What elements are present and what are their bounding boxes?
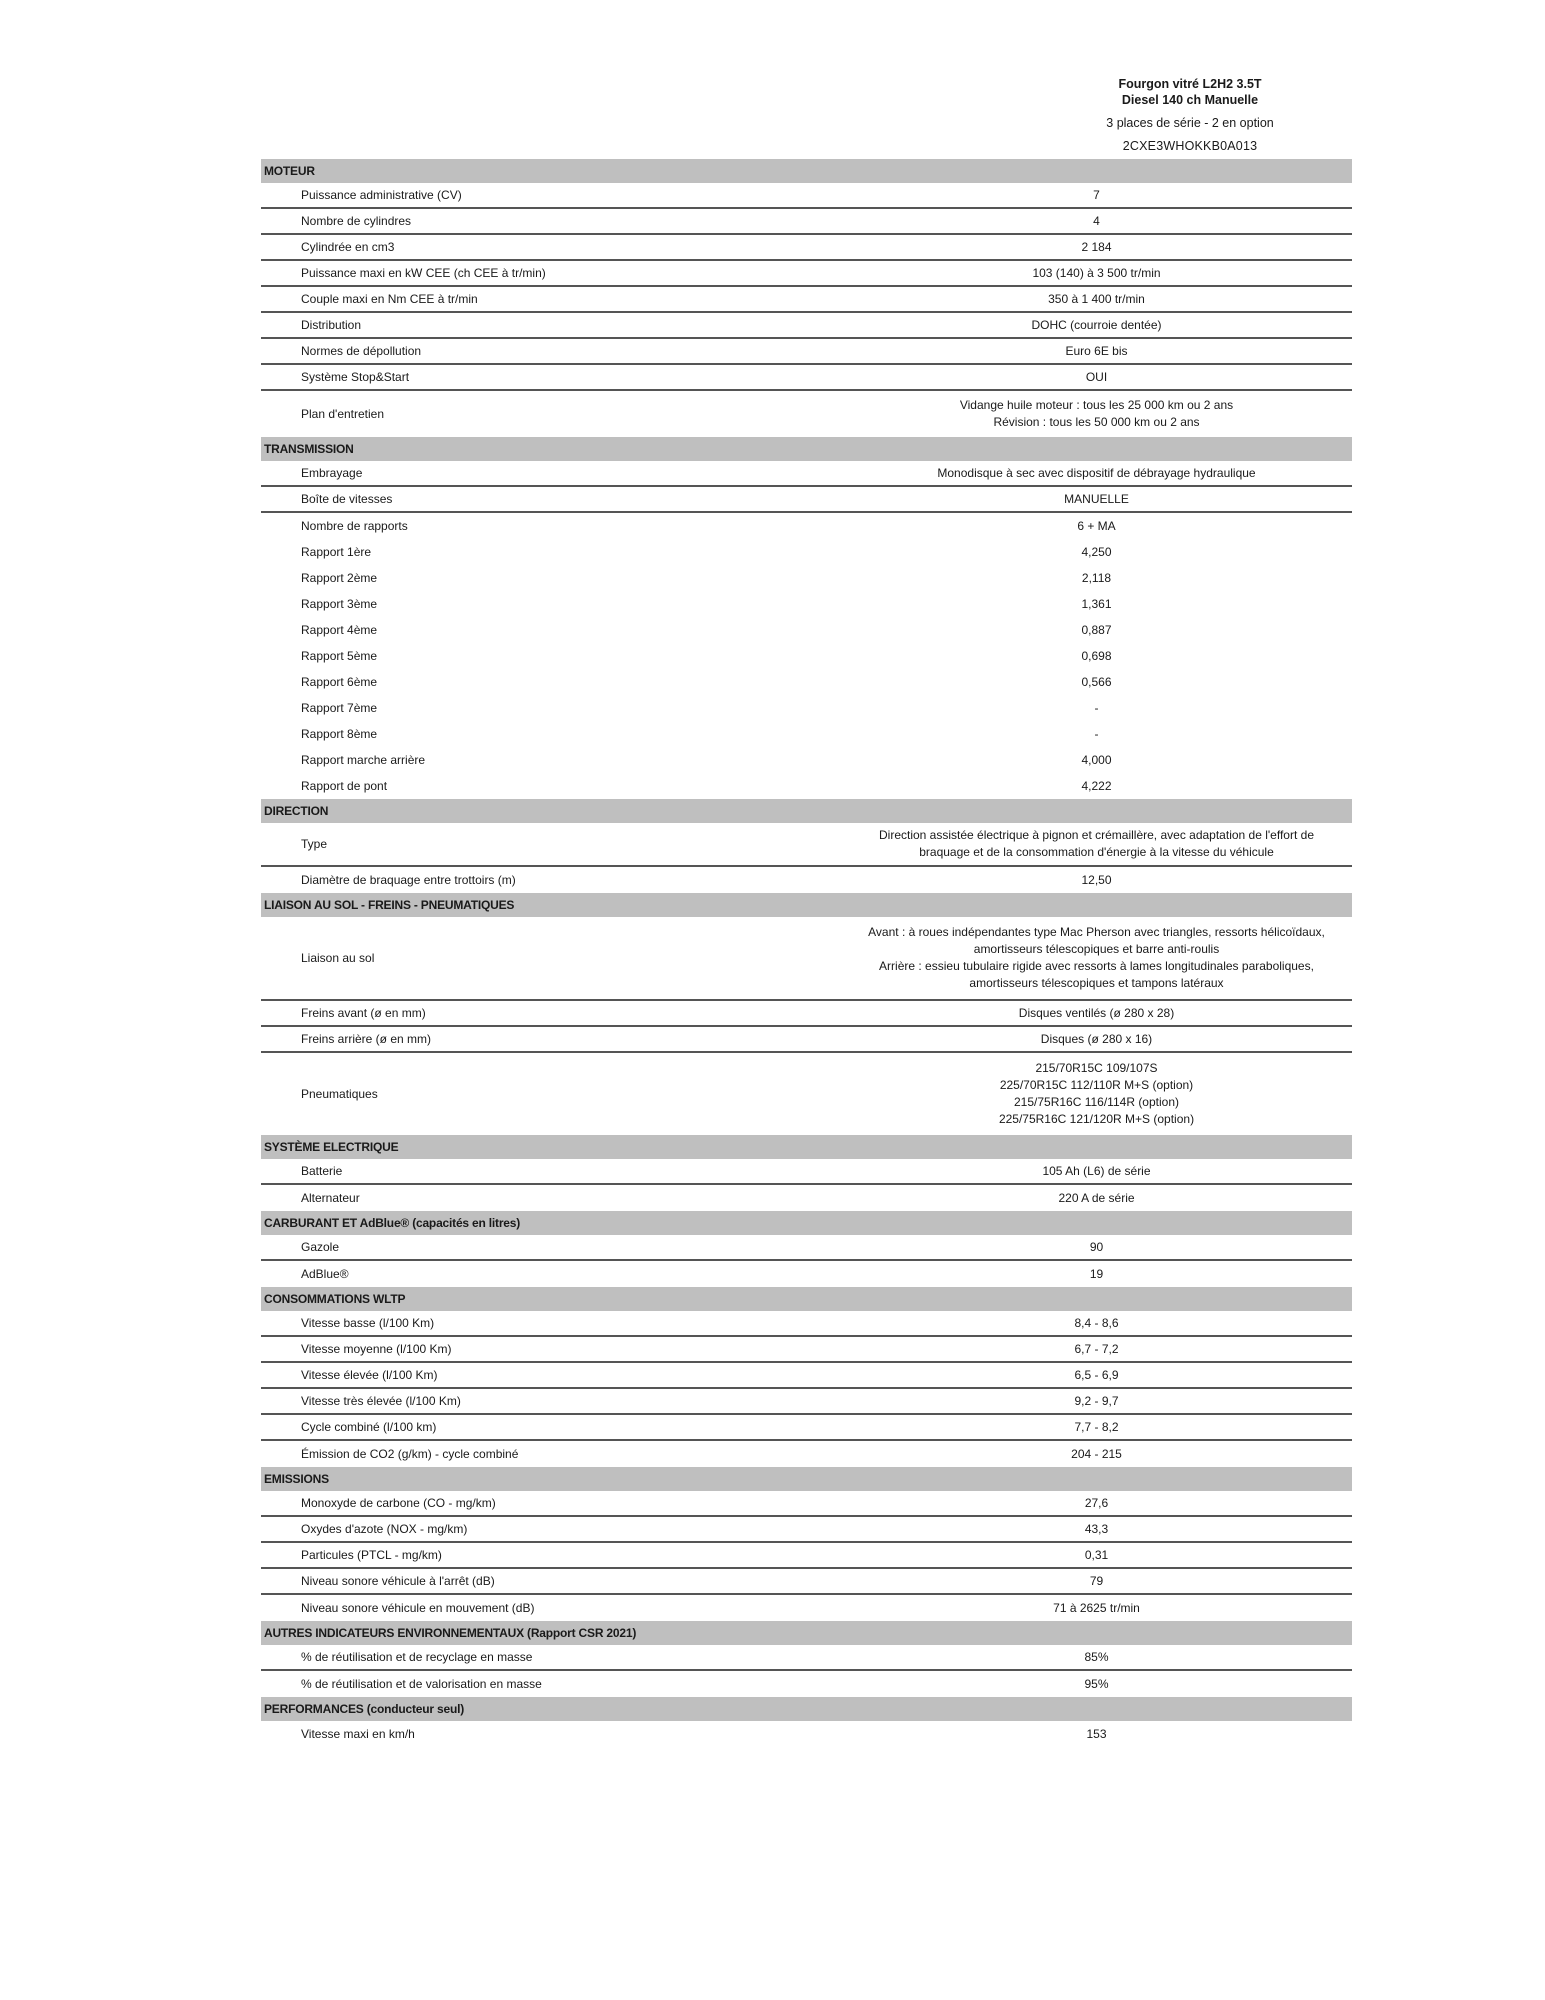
document-header: [1000, 76, 1380, 154]
row-label: Rapport 2ème: [301, 571, 378, 585]
row-label: Type: [301, 837, 328, 851]
section-transmission: TRANSMISSION: [261, 437, 1352, 461]
row-value: [841, 922, 1352, 994]
value-line: Vidange huile moteur : tous les 25 000 km ou 2 ans: [959, 398, 1234, 412]
row-value: 27,6: [1084, 1495, 1109, 1510]
table-row: [261, 1491, 1352, 1517]
row-value: [841, 395, 1352, 433]
row-value: 85%: [1084, 1649, 1109, 1664]
section-direction: DIRECTION: [261, 799, 1352, 823]
table-row: [261, 565, 1352, 591]
row-value: 7,7 - 8,2: [1074, 1419, 1119, 1434]
row-label: Puissance administrative (CV): [301, 188, 462, 202]
table-row: [261, 339, 1352, 365]
table-row: [261, 313, 1352, 339]
row-label: Normes de dépollution: [301, 344, 422, 358]
row-value: 9,2 - 9,7: [1074, 1393, 1119, 1408]
row-value: 4,000: [1081, 752, 1112, 767]
model-title-line2: Diesel 140 ch Manuelle: [1121, 93, 1259, 107]
row-value: -: [1094, 700, 1099, 715]
row-value: 105 Ah (L6) de série: [1042, 1163, 1151, 1178]
table-row: [261, 1721, 1352, 1747]
row-value: 0,566: [1081, 674, 1112, 689]
row-label: Gazole: [301, 1240, 340, 1254]
row-label: Cycle combiné (l/100 km): [301, 1420, 437, 1434]
row-label: Vitesse élevée (l/100 Km): [301, 1368, 438, 1382]
row-value: 4,222: [1081, 778, 1112, 793]
row-label: Cylindrée en cm3: [301, 240, 395, 254]
table-row: [261, 1543, 1352, 1569]
table-row: [261, 539, 1352, 565]
version-code: 2CXE3WHOKKB0A013: [1122, 139, 1258, 153]
row-label: Embrayage: [301, 466, 363, 480]
table-row: [261, 1261, 1352, 1287]
table-row: [261, 287, 1352, 313]
row-label: % de réutilisation et de valorisation en masse: [301, 1677, 542, 1691]
table-row: [261, 617, 1352, 643]
row-value: 153: [1086, 1726, 1107, 1741]
table-row: [261, 1159, 1352, 1185]
table-row: [261, 1053, 1352, 1135]
row-value: 6 + MA: [1077, 518, 1116, 533]
row-label: Rapport 4ème: [301, 623, 378, 637]
table-row: [261, 1001, 1352, 1027]
value-line: 225/75R16C 121/120R M+S (option): [998, 1112, 1195, 1126]
row-label: Diamètre de braquage entre trottoirs (m): [301, 873, 516, 887]
table-row: [261, 1645, 1352, 1671]
row-label: Nombre de rapports: [301, 519, 408, 533]
row-value: 12,50: [1081, 872, 1112, 887]
table-row: [261, 773, 1352, 799]
row-value: 350 à 1 400 tr/min: [1048, 291, 1145, 306]
row-value: 6,7 - 7,2: [1074, 1341, 1119, 1356]
row-label: Monoxyde de carbone (CO - mg/km): [301, 1496, 496, 1510]
section-carburant: CARBURANT ET AdBlue® (capacités en litres): [261, 1211, 1352, 1235]
section-consommations-wltp: CONSOMMATIONS WLTP: [261, 1287, 1352, 1311]
table-row: [261, 643, 1352, 669]
row-label: Rapport 1ère: [301, 545, 372, 559]
row-label: Pneumatiques: [301, 1087, 378, 1101]
row-label: Vitesse basse (l/100 Km): [301, 1316, 435, 1330]
row-value: 90: [1089, 1239, 1104, 1254]
row-label: Liaison au sol: [301, 951, 375, 965]
table-row: [261, 235, 1352, 261]
table-row: [261, 391, 1352, 437]
row-label: Niveau sonore véhicule en mouvement (dB): [301, 1601, 535, 1615]
row-value: Disques (ø 280 x 16): [1040, 1031, 1153, 1046]
seats-info: 3 places de série - 2 en option: [1106, 116, 1274, 130]
table-row: [261, 917, 1352, 1001]
table-row: [261, 823, 1352, 867]
value-line: 225/70R15C 112/110R M+S (option): [999, 1078, 1194, 1092]
table-row: [261, 1235, 1352, 1261]
table-row: [261, 1441, 1352, 1467]
section-moteur: MOTEUR: [261, 159, 1352, 183]
table-row: [261, 513, 1352, 539]
table-row: [261, 1517, 1352, 1543]
row-label: Freins arrière (ø en mm): [301, 1032, 432, 1046]
row-value: 71 à 2625 tr/min: [1053, 1600, 1140, 1615]
row-value: 79: [1089, 1573, 1104, 1588]
row-value: 0,698: [1081, 648, 1112, 663]
table-row: [261, 669, 1352, 695]
table-row: [261, 1337, 1352, 1363]
row-value: DOHC (courroie dentée): [1031, 317, 1162, 332]
row-value: 43,3: [1084, 1521, 1109, 1536]
value-line: Arrière : essieu tubulaire rigide avec ressorts à lames longitudinales paraboliques,: [879, 959, 1314, 973]
row-value: OUI: [1085, 369, 1108, 384]
value-line: 215/70R15C 109/107S: [1035, 1061, 1158, 1075]
row-label: Système Stop&Start: [301, 370, 410, 384]
row-label: Plan d'entretien: [301, 407, 385, 421]
row-label: Rapport marche arrière: [301, 753, 426, 767]
row-value: 95%: [1084, 1676, 1109, 1691]
row-label: Niveau sonore véhicule à l'arrêt (dB): [301, 1574, 495, 1588]
row-value: MANUELLE: [1064, 491, 1129, 506]
value-line: Avant : à roues indépendantes type Mac Pherson avec triangles, ressorts hélicoïdaux,: [868, 925, 1325, 939]
table-row: [261, 1389, 1352, 1415]
row-label: Couple maxi en Nm CEE à tr/min: [301, 292, 478, 306]
row-value: Disques ventilés (ø 280 x 28): [1018, 1005, 1175, 1020]
row-label: Vitesse très élevée (l/100 Km): [301, 1394, 461, 1408]
value-line: amortisseurs télescopiques et barre anti-roulis: [973, 942, 1220, 956]
row-label: Rapport 3ème: [301, 597, 378, 611]
table-row: [261, 1363, 1352, 1389]
row-label: % de réutilisation et de recyclage en masse: [301, 1650, 533, 1664]
table-row: [261, 695, 1352, 721]
row-label: Rapport 6ème: [301, 675, 378, 689]
table-row: [261, 461, 1352, 487]
row-value: 220 A de série: [1058, 1190, 1135, 1205]
row-value: 0,31: [1084, 1547, 1109, 1562]
row-value: 204 - 215: [1071, 1446, 1122, 1461]
row-label: Rapport 8ème: [301, 727, 378, 741]
value-line: Révision : tous les 50 000 km ou 2 ans: [993, 415, 1200, 429]
table-row: [261, 365, 1352, 391]
row-value: Euro 6E bis: [1065, 343, 1128, 358]
value-line: braquage et de la consommation d'énergie à la vitesse du véhicule: [919, 845, 1274, 859]
table-row: [261, 487, 1352, 513]
row-label: Émission de CO2 (g/km) - cycle combiné: [301, 1447, 519, 1461]
value-line: amortisseurs télescopiques et tampons latéraux: [969, 976, 1224, 990]
row-label: Nombre de cylindres: [301, 214, 412, 228]
section-autres-indicateurs: AUTRES INDICATEURS ENVIRONNEMENTAUX (Rapport CSR 2021): [261, 1621, 1352, 1645]
row-label: Particules (PTCL - mg/km): [301, 1548, 442, 1562]
table-row: [261, 747, 1352, 773]
spec-table: [261, 159, 1352, 1747]
section-systeme-electrique: SYSTÈME ELECTRIQUE: [261, 1135, 1352, 1159]
row-value: Monodisque à sec avec dispositif de débrayage hydraulique: [937, 465, 1256, 480]
row-label: Puissance maxi en kW CEE (ch CEE à tr/min): [301, 266, 546, 280]
row-label: Rapport 7ème: [301, 701, 378, 715]
table-row: [261, 591, 1352, 617]
row-value: [841, 1058, 1352, 1130]
row-value: 6,5 - 6,9: [1074, 1367, 1119, 1382]
table-row: [261, 1671, 1352, 1697]
row-value: 1,361: [1081, 596, 1112, 611]
section-liaison-au-sol: LIAISON AU SOL - FREINS - PNEUMATIQUES: [261, 893, 1352, 917]
row-value: 4,250: [1081, 544, 1112, 559]
table-row: [261, 1415, 1352, 1441]
table-row: [261, 1185, 1352, 1211]
table-row: [261, 209, 1352, 235]
row-label: Vitesse moyenne (l/100 Km): [301, 1342, 452, 1356]
row-value: 2 184: [1081, 239, 1112, 254]
row-label: Distribution: [301, 318, 362, 332]
table-row: [261, 1311, 1352, 1337]
row-label: Rapport 5ème: [301, 649, 378, 663]
table-row: [261, 1569, 1352, 1595]
table-row: [261, 261, 1352, 287]
row-value: 8,4 - 8,6: [1074, 1315, 1119, 1330]
table-row: [261, 1595, 1352, 1621]
row-label: Alternateur: [301, 1191, 360, 1205]
row-value: 19: [1089, 1266, 1104, 1281]
row-value: 4: [1093, 213, 1100, 228]
table-row: [261, 721, 1352, 747]
row-value: 103 (140) à 3 500 tr/min: [1032, 265, 1161, 280]
table-row: [261, 867, 1352, 893]
value-line: 215/75R16C 116/114R (option): [1014, 1095, 1179, 1109]
row-label: Vitesse maxi en km/h: [301, 1727, 415, 1741]
value-line: Direction assistée électrique à pignon et crémaillère, avec adaptation de l'effort de: [879, 828, 1314, 842]
row-label: Freins avant (ø en mm): [301, 1006, 426, 1020]
table-row: [261, 183, 1352, 209]
row-value: [841, 825, 1352, 863]
row-label: Rapport de pont: [301, 779, 388, 793]
row-label: Boîte de vitesses: [301, 492, 393, 506]
row-value: -: [1094, 726, 1099, 741]
section-performances: PERFORMANCES (conducteur seul): [261, 1697, 1352, 1721]
row-value: 0,887: [1081, 622, 1112, 637]
row-label: Batterie: [301, 1164, 343, 1178]
model-title-line1: Fourgon vitré L2H2 3.5T: [1118, 77, 1262, 91]
row-label: AdBlue®: [301, 1267, 349, 1281]
row-value: 2,118: [1081, 570, 1112, 585]
section-emissions: EMISSIONS: [261, 1467, 1352, 1491]
row-value: 7: [1093, 187, 1100, 202]
table-row: [261, 1027, 1352, 1053]
row-label: Oxydes d'azote (NOX - mg/km): [301, 1522, 468, 1536]
